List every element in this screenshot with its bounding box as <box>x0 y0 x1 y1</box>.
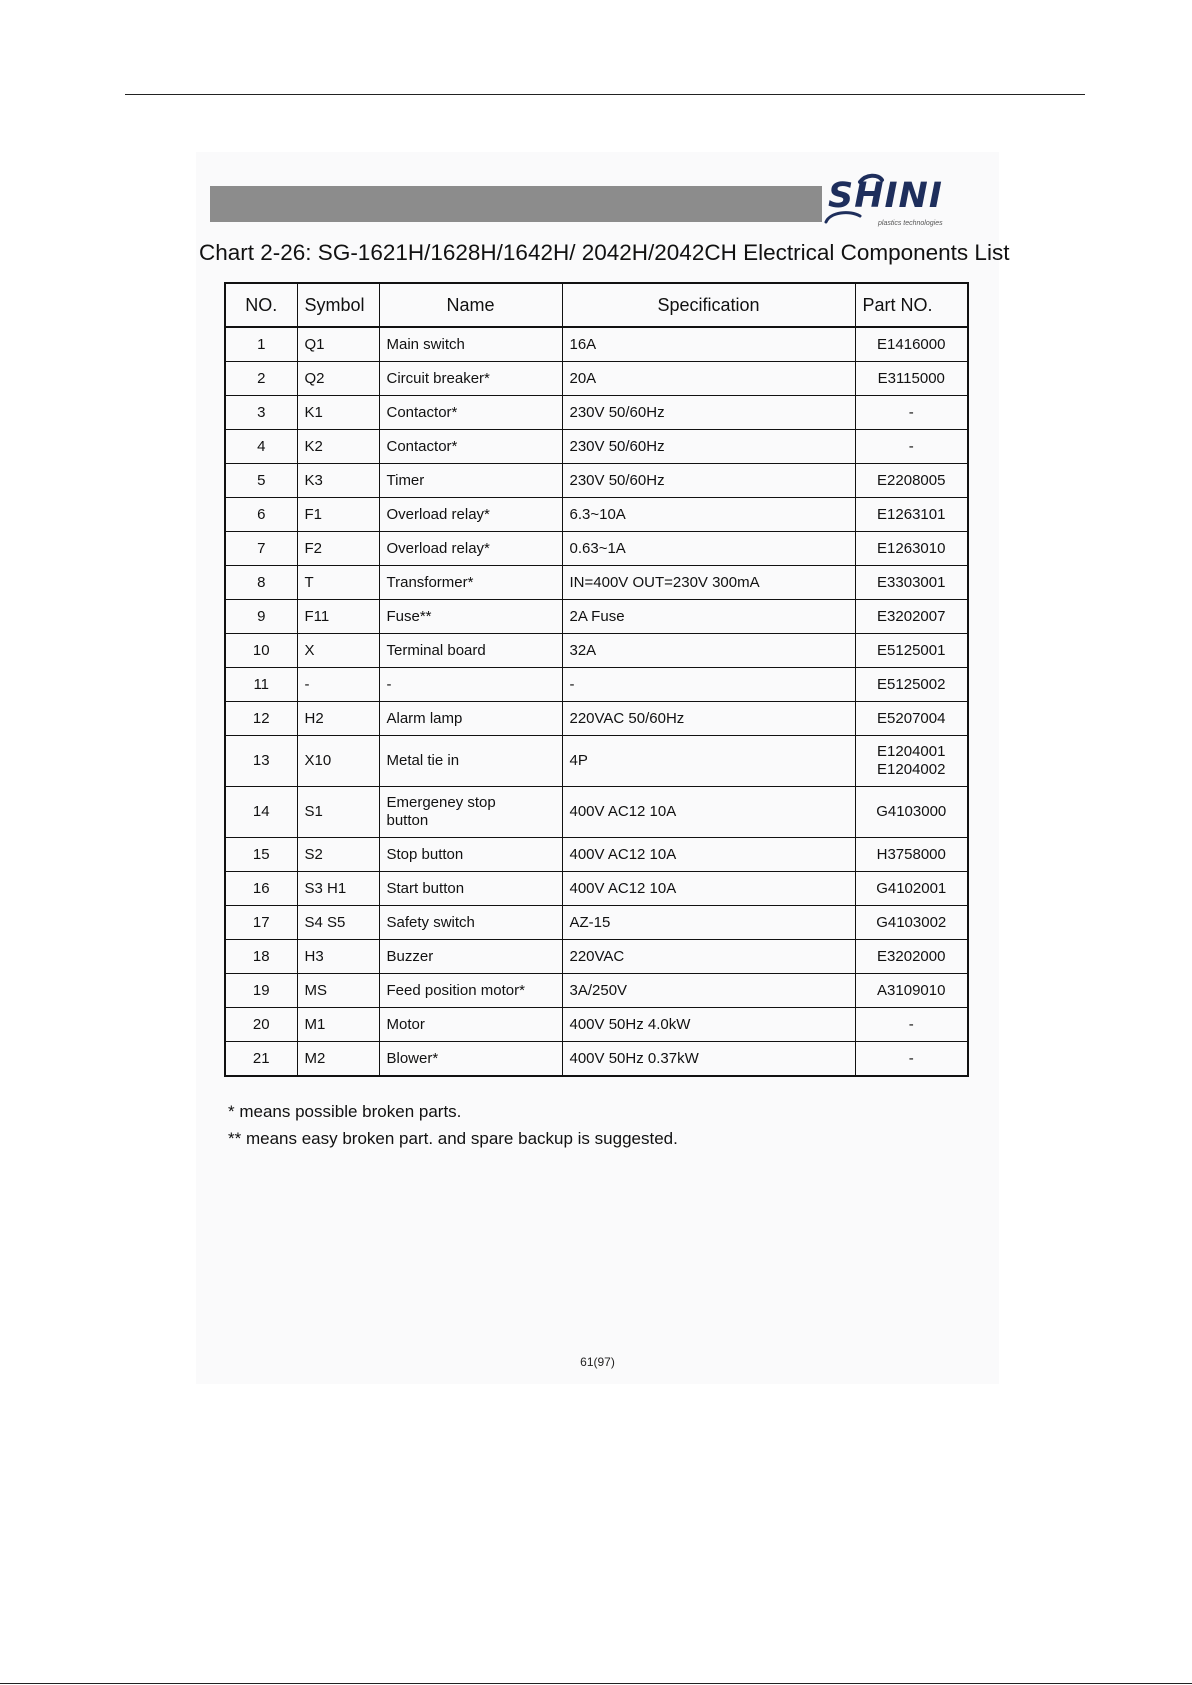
cell-name: Metal tie in <box>379 736 562 787</box>
table-header-row <box>225 283 968 327</box>
cell-no: 11 <box>225 668 297 702</box>
header-specification: Specification <box>562 283 855 327</box>
cell-no: 6 <box>225 498 297 532</box>
table-row <box>225 1042 968 1077</box>
cell-name: - <box>379 668 562 702</box>
cell-spec: 0.63~1A <box>562 532 855 566</box>
cell-name: Stop button <box>379 838 562 872</box>
components-table <box>224 282 969 1077</box>
bottom-rule <box>0 1683 1192 1684</box>
cell-no: 4 <box>225 430 297 464</box>
cell-symbol: H2 <box>297 702 379 736</box>
page-number: 61(97) <box>580 1355 615 1369</box>
cell-spec: 230V 50/60Hz <box>562 430 855 464</box>
cell-part-no: E1416000 <box>855 327 968 362</box>
cell-no: 3 <box>225 396 297 430</box>
cell-part-no: E3115000 <box>855 362 968 396</box>
cell-no: 20 <box>225 1008 297 1042</box>
table-row <box>225 1008 968 1042</box>
cell-no: 14 <box>225 787 297 838</box>
table-row <box>225 464 968 498</box>
cell-no: 16 <box>225 872 297 906</box>
scanned-page <box>196 152 1010 1384</box>
cell-symbol: S4 S5 <box>297 906 379 940</box>
cell-part-no <box>855 736 968 787</box>
cell-part-no: E3303001 <box>855 566 968 600</box>
cell-no: 21 <box>225 1042 297 1077</box>
table-row <box>225 566 968 600</box>
cell-symbol: S3 H1 <box>297 872 379 906</box>
cell-name: Safety switch <box>379 906 562 940</box>
cell-name: Fuse** <box>379 600 562 634</box>
cell-name: Transformer* <box>379 566 562 600</box>
cell-part-no: E1263010 <box>855 532 968 566</box>
cell-symbol: Q2 <box>297 362 379 396</box>
part-number-line: E1204002 <box>877 761 946 778</box>
cell-symbol: Q1 <box>297 327 379 362</box>
cell-symbol: K2 <box>297 430 379 464</box>
cell-part-no: E5207004 <box>855 702 968 736</box>
table-row <box>225 872 968 906</box>
cell-no: 15 <box>225 838 297 872</box>
cell-spec: 6.3~10A <box>562 498 855 532</box>
table-row <box>225 702 968 736</box>
cell-no: 2 <box>225 362 297 396</box>
cell-name: Main switch <box>379 327 562 362</box>
table-row <box>225 787 968 838</box>
cell-symbol: K1 <box>297 396 379 430</box>
header-part-no: Part NO. <box>855 283 968 327</box>
cell-no: 18 <box>225 940 297 974</box>
cell-name: Contactor* <box>379 396 562 430</box>
cell-part-no: E3202007 <box>855 600 968 634</box>
cell-spec: 4P <box>562 736 855 787</box>
cell-spec: 400V AC12 10A <box>562 838 855 872</box>
cell-name: Motor <box>379 1008 562 1042</box>
table-row <box>225 498 968 532</box>
cell-part-no: E5125002 <box>855 668 968 702</box>
cell-symbol: K3 <box>297 464 379 498</box>
table-row <box>225 600 968 634</box>
cell-name: Start button <box>379 872 562 906</box>
cell-name <box>379 787 562 838</box>
cell-symbol: X <box>297 634 379 668</box>
cell-symbol: H3 <box>297 940 379 974</box>
table-row <box>225 838 968 872</box>
cell-no: 5 <box>225 464 297 498</box>
cell-spec: 3A/250V <box>562 974 855 1008</box>
logo-tagline: plastics technologies <box>878 220 943 227</box>
header-symbol: Symbol <box>297 283 379 327</box>
cell-symbol: MS <box>297 974 379 1008</box>
cell-symbol: X10 <box>297 736 379 787</box>
cell-name: Buzzer <box>379 940 562 974</box>
footnote-spare-backup: ** means easy broken part. and spare backup is suggested. <box>228 1129 678 1148</box>
cell-no: 19 <box>225 974 297 1008</box>
cell-spec: 230V 50/60Hz <box>562 464 855 498</box>
cell-part-no: - <box>855 1008 968 1042</box>
cell-no: 7 <box>225 532 297 566</box>
table-row <box>225 430 968 464</box>
cell-spec: 2A Fuse <box>562 600 855 634</box>
cell-part-no: - <box>855 430 968 464</box>
table-row <box>225 396 968 430</box>
table-row <box>225 940 968 974</box>
cell-no: 13 <box>225 736 297 787</box>
chart-title: Chart 2-26: SG-1621H/1628H/1642H/ 2042H/2042CH Electrical Components List <box>199 240 1010 265</box>
cell-name: Blower* <box>379 1042 562 1077</box>
cell-spec: 20A <box>562 362 855 396</box>
cell-part-no: G4102001 <box>855 872 968 906</box>
cell-part-no: E5125001 <box>855 634 968 668</box>
cell-spec: 400V AC12 10A <box>562 787 855 838</box>
table-row <box>225 668 968 702</box>
cell-spec: IN=400V OUT=230V 300mA <box>562 566 855 600</box>
cell-symbol: S1 <box>297 787 379 838</box>
cell-symbol: S2 <box>297 838 379 872</box>
header-no: NO. <box>225 283 297 327</box>
cell-symbol: F11 <box>297 600 379 634</box>
cell-name: Circuit breaker* <box>379 362 562 396</box>
cell-name: Terminal board <box>379 634 562 668</box>
table-row <box>225 634 968 668</box>
cell-part-no: A3109010 <box>855 974 968 1008</box>
cell-spec: 16A <box>562 327 855 362</box>
table-row <box>225 327 968 362</box>
cell-no: 12 <box>225 702 297 736</box>
cell-spec: 220VAC 50/60Hz <box>562 702 855 736</box>
part-number-line: E1204001 <box>877 743 946 760</box>
cell-part-no: - <box>855 396 968 430</box>
cell-part-no: G4103000 <box>855 787 968 838</box>
logo-wordmark: SHINI <box>828 176 943 216</box>
cell-name: Overload relay* <box>379 532 562 566</box>
name-line: button <box>386 812 429 829</box>
cell-spec: 400V 50Hz 4.0kW <box>562 1008 855 1042</box>
cell-no: 10 <box>225 634 297 668</box>
shini-logo <box>820 170 950 230</box>
cell-symbol: F2 <box>297 532 379 566</box>
cell-spec: 230V 50/60Hz <box>562 396 855 430</box>
cell-spec: 400V 50Hz 0.37kW <box>562 1042 855 1077</box>
cell-part-no: E1263101 <box>855 498 968 532</box>
header-gray-bar <box>210 186 822 222</box>
cell-spec: - <box>562 668 855 702</box>
cell-no: 9 <box>225 600 297 634</box>
cell-spec: 32A <box>562 634 855 668</box>
cell-part-no: E2208005 <box>855 464 968 498</box>
cell-no: 8 <box>225 566 297 600</box>
table-row <box>225 362 968 396</box>
table-row <box>225 532 968 566</box>
cell-part-no: - <box>855 1042 968 1077</box>
cell-name: Overload relay* <box>379 498 562 532</box>
cell-no: 1 <box>225 327 297 362</box>
cell-symbol: T <box>297 566 379 600</box>
cell-spec: AZ-15 <box>562 906 855 940</box>
cell-spec: 220VAC <box>562 940 855 974</box>
footnote-broken-parts: * means possible broken parts. <box>228 1102 462 1121</box>
cell-symbol: M1 <box>297 1008 379 1042</box>
cell-name: Contactor* <box>379 430 562 464</box>
cell-part-no: G4103002 <box>855 906 968 940</box>
cell-symbol: F1 <box>297 498 379 532</box>
cell-part-no: H3758000 <box>855 838 968 872</box>
cell-symbol: M2 <box>297 1042 379 1077</box>
table-row <box>225 906 968 940</box>
cell-name: Timer <box>379 464 562 498</box>
table-row <box>225 736 968 787</box>
footnotes <box>228 1098 678 1152</box>
header-name: Name <box>379 283 562 327</box>
cell-spec: 400V AC12 10A <box>562 872 855 906</box>
cell-no: 17 <box>225 906 297 940</box>
cell-name: Alarm lamp <box>379 702 562 736</box>
cell-part-no: E3202000 <box>855 940 968 974</box>
name-line: Emergeney stop <box>386 794 496 811</box>
cell-symbol: - <box>297 668 379 702</box>
table-row <box>225 974 968 1008</box>
top-rule <box>125 94 1085 95</box>
cell-name: Feed position motor* <box>379 974 562 1008</box>
